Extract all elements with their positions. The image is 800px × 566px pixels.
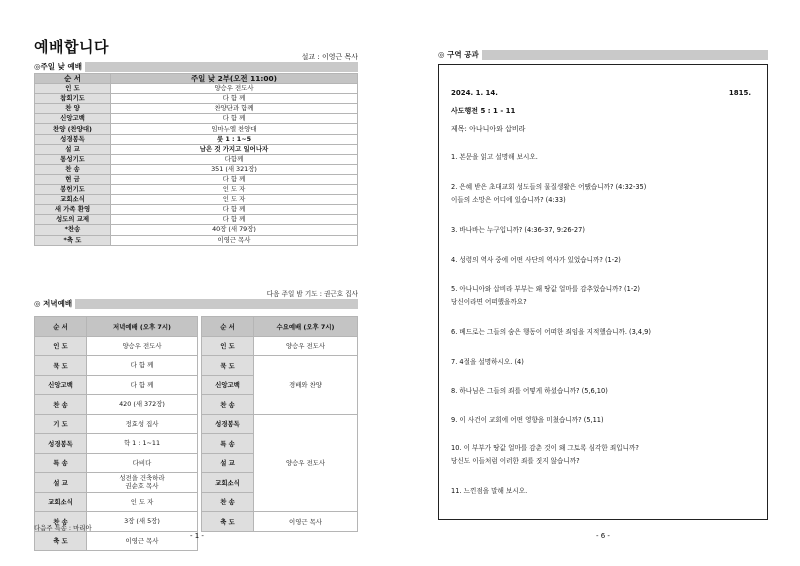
row-value: 다 함 께 xyxy=(111,215,358,225)
row-key: 축 도 xyxy=(35,531,87,551)
row-key: 축 도 xyxy=(202,512,254,532)
table-row xyxy=(35,375,198,395)
row-value: 3장 (새 5장) xyxy=(87,512,198,532)
row-value: 양승우 전도사 xyxy=(111,84,358,94)
header-value: 저녁예배 (오후 7시) xyxy=(87,317,198,337)
row-key: 찬 양 xyxy=(35,104,111,114)
row-key: 성경봉독 xyxy=(35,434,87,454)
row-key: 봉헌기도 xyxy=(35,185,111,195)
lesson-subject: 제목: 아나니아와 삽비라 xyxy=(451,125,526,133)
special-song-footnote: 다음주 특송 : 마리아 xyxy=(34,524,92,532)
row-value: 다 함 께 xyxy=(111,114,358,124)
row-value: 인 도 자 xyxy=(87,492,198,512)
row-value: 다비다 xyxy=(87,453,198,473)
table-row xyxy=(35,531,198,551)
table-row xyxy=(35,434,198,454)
table-header-row xyxy=(35,74,358,84)
row-value: 이영근 목사 xyxy=(254,512,358,532)
table-row xyxy=(35,195,358,205)
question: 11. 느낀점을 말해 보시오. xyxy=(451,487,528,495)
row-value: 다 함 께 xyxy=(111,174,358,184)
row-value: 임마누엘 찬양대 xyxy=(111,124,358,134)
row-key: 설 교 xyxy=(202,453,254,473)
table-row xyxy=(35,336,198,356)
table-row xyxy=(35,492,198,512)
table-row xyxy=(35,225,358,235)
row-key: 신앙고백 xyxy=(35,114,111,124)
row-value: 이영근 목사 xyxy=(87,531,198,551)
row-key: *찬송 xyxy=(35,225,111,235)
next-prayer-note: 다음 주일 밤 기도 : 권근호 집사 xyxy=(266,290,358,298)
row-key: 신앙고백 xyxy=(35,375,87,395)
row-value: 성전을 건축하라 권순호 목사 xyxy=(87,473,198,493)
row-value: 경배와 찬양 xyxy=(254,356,358,415)
page-number-right: - 6 - xyxy=(596,532,610,540)
row-value: 다함께 xyxy=(111,154,358,164)
evening-section-label: ◎ 저녁예배 xyxy=(34,299,75,309)
table-row xyxy=(35,395,198,415)
row-key: 찬 송 xyxy=(202,395,254,415)
row-key: 인 도 xyxy=(202,336,254,356)
evening-section-bar xyxy=(34,299,358,309)
table-row xyxy=(35,94,358,104)
row-key: 현 금 xyxy=(35,174,111,184)
lesson-section-bar xyxy=(438,50,768,60)
row-value: 다 함 께 xyxy=(87,356,198,376)
page-title: 예배합니다 xyxy=(34,38,109,56)
row-key: 설 교 xyxy=(35,144,111,154)
table-row xyxy=(202,512,358,532)
header-value: 주일 낮 2부(오전 11:00) xyxy=(111,74,358,84)
table-row xyxy=(35,164,358,174)
header-key: 순 서 xyxy=(35,317,87,337)
table-row xyxy=(35,84,358,94)
row-key: 설 교 xyxy=(35,473,87,493)
table-row xyxy=(35,114,358,124)
table-row xyxy=(35,356,198,376)
header-key: 순 서 xyxy=(35,74,111,84)
row-value: 남은 것 가지고 일어나자 xyxy=(111,144,358,154)
row-key: 인 도 xyxy=(35,336,87,356)
table-row xyxy=(35,185,358,195)
question: 5. 아나니아와 삽비라 부부는 왜 땅값 얼마를 감추었습니까? (1-2) 당신이라면 어떠했을까요? xyxy=(451,285,640,306)
lesson-passage: 사도행전 5 : 1 - 11 xyxy=(451,107,516,115)
row-key: 찬 송 xyxy=(35,512,87,532)
table-row xyxy=(35,144,358,154)
sunday-section-label: ◎주일 낮 예배 xyxy=(34,62,85,72)
page-number-left: - 1 - xyxy=(190,532,204,540)
row-value: 351 (새 321장) xyxy=(111,164,358,174)
table-header-row xyxy=(202,317,358,337)
row-key: 성경봉독 xyxy=(35,134,111,144)
row-value: 다 함 께 xyxy=(111,205,358,215)
row-value: 정효성 집사 xyxy=(87,414,198,434)
row-value: 찬양단과 함께 xyxy=(111,104,358,114)
table-row xyxy=(35,473,198,493)
row-value: 인 도 자 xyxy=(111,185,358,195)
table-row xyxy=(202,414,358,434)
question: 9. 이 사건이 교회에 어떤 영향을 미쳤습니까? (5,11) xyxy=(451,416,604,424)
row-value: 다 함 께 xyxy=(87,375,198,395)
row-value: 양승우 전도사 xyxy=(254,336,358,356)
row-key: 특 송 xyxy=(35,453,87,473)
question: 7. 4절을 설명하시오. (4) xyxy=(451,358,524,366)
row-value: 40장 (새 79장) xyxy=(111,225,358,235)
row-key: 찬 송 xyxy=(35,395,87,415)
row-value: 룻 1 : 1~5 xyxy=(111,134,358,144)
row-key: 묵 도 xyxy=(35,356,87,376)
row-key: 인 도 xyxy=(35,84,111,94)
question: 3. 바나바는 누구입니까? (4:36-37, 9:26-27) xyxy=(451,226,585,234)
table-row xyxy=(202,336,358,356)
lesson-header xyxy=(451,89,751,97)
table-row xyxy=(35,215,358,225)
row-key: 통성기도 xyxy=(35,154,111,164)
table-row xyxy=(35,414,198,434)
row-value: 이영근 목사 xyxy=(111,235,358,245)
question: 10. 이 부부가 땅값 얼마를 감춘 것이 왜 그토록 심각한 죄입니까? 당신도 이들처럼 이러한 죄를 짓지 않습니까? xyxy=(451,444,639,465)
row-key: 교회소식 xyxy=(35,195,111,205)
row-key: 교회소식 xyxy=(35,492,87,512)
sunday-service-table xyxy=(34,73,358,246)
row-key: 기 도 xyxy=(35,414,87,434)
preacher-line: 설교 : 이영근 목사 xyxy=(301,53,358,61)
row-value: 420 (새 372장) xyxy=(87,395,198,415)
table-row xyxy=(35,134,358,144)
row-key: 특 송 xyxy=(202,434,254,454)
row-value: 양승우 전도사 xyxy=(87,336,198,356)
row-key: 묵 도 xyxy=(202,356,254,376)
question: 8. 하나님은 그들의 죄를 어떻게 하셨습니까? (5,6,10) xyxy=(451,387,608,395)
table-row xyxy=(35,154,358,164)
header-value: 수요예배 (오후 7시) xyxy=(254,317,358,337)
question: 6. 베드로는 그들의 숨은 행동이 어떠한 죄임을 지적했습니까. (3,4,9) xyxy=(451,328,651,336)
row-key: 찬 송 xyxy=(202,492,254,512)
lesson-box xyxy=(438,64,768,520)
row-key: 성도의 교제 xyxy=(35,215,111,225)
row-value: 양승우 전도사 xyxy=(254,414,358,512)
table-row xyxy=(35,174,358,184)
question: 4. 성령의 역사 중에 어떤 사단의 역사가 있었습니까? (1-2) xyxy=(451,256,621,264)
row-key: 새 가족 환영 xyxy=(35,205,111,215)
row-key: *축 도 xyxy=(35,235,111,245)
table-row xyxy=(35,205,358,215)
row-key: 신앙고백 xyxy=(202,375,254,395)
lesson-date: 2024. 1. 14. xyxy=(451,89,498,97)
evening-service-table xyxy=(34,316,198,551)
row-key: 참회기도 xyxy=(35,94,111,104)
right-page xyxy=(400,0,800,566)
wednesday-service-table xyxy=(201,316,358,532)
table-row xyxy=(35,104,358,114)
table-header-row xyxy=(35,317,198,337)
lesson-number: 1815. xyxy=(728,89,751,97)
row-value: 학 1 : 1~11 xyxy=(87,434,198,454)
header-key: 순 서 xyxy=(202,317,254,337)
row-key: 성경봉독 xyxy=(202,414,254,434)
row-key: 찬 송 xyxy=(35,164,111,174)
question: 2. 은혜 받은 초대교회 성도들의 물질생활은 어땠습니까? (4:32-35) 이들의 소망은 어디에 있습니까? (4:33) xyxy=(451,183,647,204)
row-key: 찬양 (찬양대) xyxy=(35,124,111,134)
row-value: 다 함 께 xyxy=(111,94,358,104)
table-row xyxy=(35,235,358,245)
table-row xyxy=(35,453,198,473)
row-key: 교회소식 xyxy=(202,473,254,493)
row-value: 인 도 자 xyxy=(111,195,358,205)
table-row xyxy=(35,124,358,134)
question: 1. 본문을 읽고 설명해 보시오. xyxy=(451,153,538,161)
table-row xyxy=(202,356,358,376)
lesson-section-label: ◎ 구역 공과 xyxy=(438,50,482,60)
